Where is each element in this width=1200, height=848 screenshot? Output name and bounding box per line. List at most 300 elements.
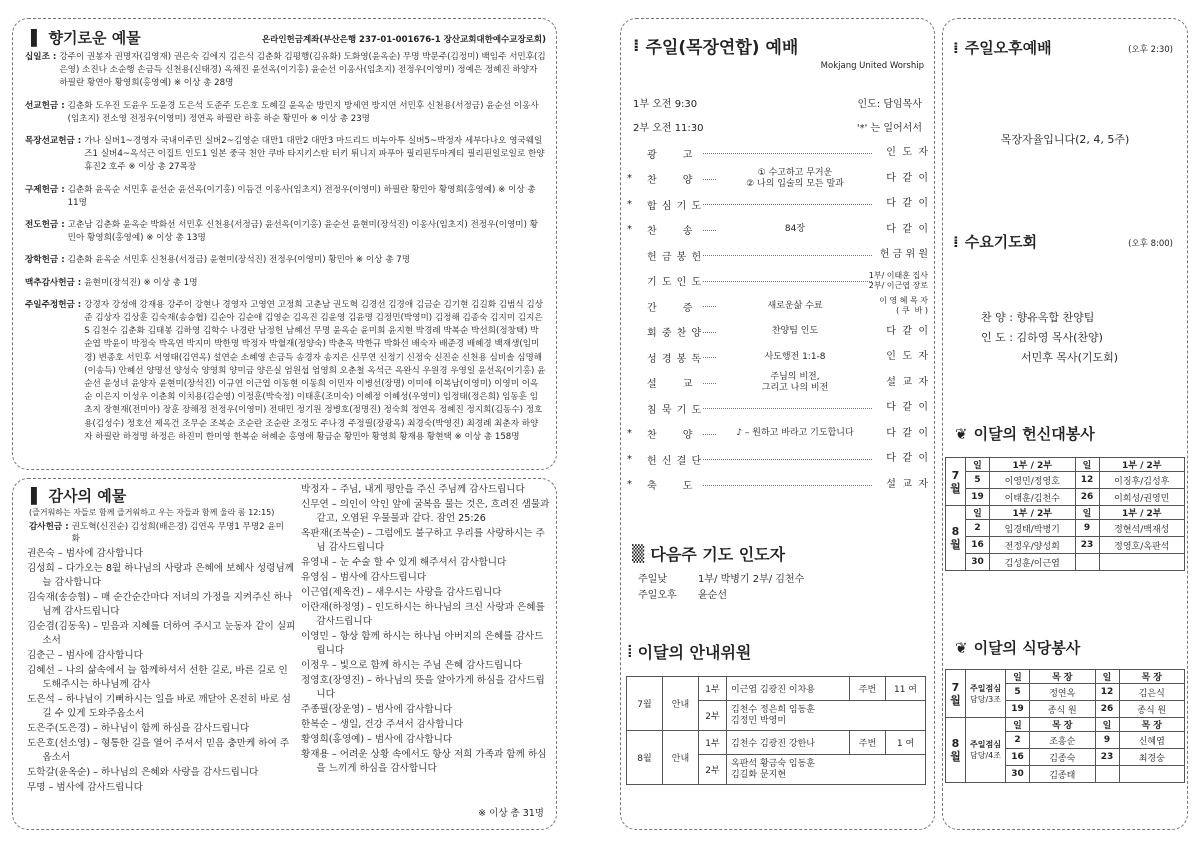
ushers-title: 이달의 안내위원	[637, 643, 752, 662]
column-header: 일	[966, 506, 990, 520]
fragrant-offering-header	[31, 27, 141, 48]
schedule-row	[946, 489, 1185, 506]
worship-header	[633, 33, 798, 58]
month-text: 월	[950, 750, 961, 763]
name-cell: 종식 원	[1030, 701, 1096, 718]
thanks-item: 권은숙 – 범사에 감사합니다	[27, 548, 143, 559]
usher-duty-value: 11 여	[886, 677, 926, 701]
name-cell: 최경숭	[1119, 749, 1185, 766]
name-cell: 김성훈/이근엽	[990, 554, 1076, 571]
month-cell	[946, 718, 966, 783]
order-detail-line: 84장	[784, 224, 806, 234]
prayer-next-row1-value: 1부/ 박병기 2부/ 김천수	[698, 574, 805, 585]
day-cell: 12	[1075, 472, 1099, 489]
order-label: 간 증	[647, 302, 694, 314]
dotted-leader	[703, 204, 872, 205]
thanks-item: 유영내 – 눈 수술 할 수 있게 해주셔서 감사합니다	[301, 557, 507, 568]
order-star: *	[627, 198, 632, 210]
order-detail-line: 새로운삶 수료	[767, 300, 823, 311]
day-cell: 2	[966, 520, 990, 537]
order-leader-line: 헌 금 위 원	[879, 249, 928, 260]
worship-title: 주일(목장연합) 예배	[645, 38, 799, 58]
thanks-item: 김성희 – 다가오는 8월 하나님의 사랑과 은혜에 보혜사 성령님께 늘 감사합니다	[27, 563, 294, 588]
offering-entry	[25, 219, 546, 245]
wednesday-header	[953, 231, 1037, 252]
fragrant-offering-title: 향기로운 예물	[48, 29, 141, 47]
order-item	[621, 167, 934, 191]
section-marker-icon: ⦙	[628, 641, 632, 661]
order-detail-line: ♪ – 원하고 바라고 기도합니다	[736, 428, 854, 438]
order-leader-line: 1부/ 이태훈 집사	[868, 270, 928, 280]
column-header: 목 장	[1119, 670, 1185, 684]
usher-name-line: 옥판석 황금숙 임동훈	[731, 758, 815, 769]
day-cell: 2	[1006, 732, 1030, 749]
schedule-row	[946, 554, 1185, 571]
prayer-next-title: 다음주 기도 인도자	[650, 545, 786, 564]
order-item	[621, 218, 934, 242]
table-header-row	[946, 506, 1185, 520]
dotted-leader	[703, 281, 872, 282]
thanks-item: 이근엽(제옥건) – 새우시는 사랑을 감사드립니다	[301, 587, 502, 598]
order-star: *	[627, 453, 632, 465]
order-leader	[886, 403, 928, 413]
thanks-item: 무명 – 범사에 감사드립니다	[27, 782, 143, 793]
table-header-row	[946, 718, 1185, 732]
usher-month: 7월	[627, 677, 663, 731]
usher-part: 1부	[699, 677, 727, 701]
name-cell: 김은식	[1119, 684, 1185, 701]
order-detail-line: 그리고 나의 비전	[761, 382, 829, 393]
thanks-item: 도은호(선소영) – 형통한 길을 열어 주셔서 믿음 충만케 하여 주옵소서	[27, 738, 290, 763]
section-marker-icon: ▌	[31, 28, 43, 47]
order-label: 회 중 찬 양	[647, 328, 703, 339]
month-text: 7	[951, 680, 960, 694]
day-cell: 30	[966, 554, 990, 571]
name-cell: 이희성/권영민	[1099, 489, 1185, 506]
thanks-item: 황영희(홍영예) – 범사에 감사합니다	[301, 734, 453, 745]
order-leader-line: ( 쿠 바 )	[896, 306, 928, 315]
order-label: 합 심 기 도	[647, 200, 703, 212]
offering-category: 장학헌금 :	[25, 255, 65, 266]
thanks-item: 김숙재(송승협) – 매 순간순간마다 저녀의 가정을 지켜주신 하나님께 감사드립니다	[27, 592, 293, 617]
day-cell	[1095, 766, 1119, 783]
offering-names: 가나 실버1~경영자 국내이주민 실버2~김영순 대만1 대만2 대만3 마드리드 비누아투 실버5~박정자 세부다나오 영국웨일즈1 실버4~옥석근 이집트 인도1 일본 중국 천안 쿠바 타지키스탄 터키 튀니지 파푸아 필리핀두마게티 필리핀일로일로 한양휴진2 호주 ※ 이상 총 27목장	[84, 136, 545, 173]
order-leader	[880, 250, 928, 260]
meal-team: 담당/4조	[970, 751, 1001, 760]
offering-names: 강경자 강성애 강재용 강주이 강현나 경영자 고영연 고정희 고춘남 권도혁 김경선 김경애 김금순 김기현 김길화 김범식 김상준 김상자 김상훈 김숙재(송승협) 김순아 김순애 김영순 김옥진 김윤영 김윤명 김정민(박영미) 김정해 김종숙 김지미 김지은S 김천수 김춘화 김태봉 김하영 김학수 나경란 남정헌 남혜선 무명 윤옥순 윤미희 윤지현 박경례 박복순 박선희(정창택) 박순엽 박윤이 박정숙 박옥연 박지미 박한명 박정자 박혈재(정양숙) 박춘옥 박한규 박화선 배숙자 배준경 배혜경 백재생(임미경) 변종호 서민후 서영태(김연옥) 설연순 소혜영 손금득 송경자 송지은 신무연 신정기 신정숙 신진순 신천용 심비솔 심명해(이송득) 안혜선 양명선 양성숙 양영희 양미금 양은실 엄원섭 엄영희 오춘철 옥석근 옥완식 우원경 우영일 윤선옥(이기홍) 윤순선 윤성녀 윤양자 윤현미(장석진) 이규연 이근엽 이동현 이동희 이민자 이병선(장명) 이미애 이복남(이영미) 이영미 이옥순 이은지 이성우 이춘희 이치용(김순영) 이정훈(박숙정) 이태훈(조미숙) 이혜정 이혜성(우영미) 임정태(정은희) 임동훈 임초지 장현재(전미아) 장훈 장해정 전정우(이영미) 전태민 정기원 정병호(정명진) 정숙희 정연옥 정혜진 정지희(김동수) 정호용(김성수) 정호선 제옥건 조무순 조복순 조순란 조순란 조정도 주나경 주정필(장광옥) 최경숙(박영진) 최경례 최춘자 하양자 하필란 하정명 하정은 하진미 한미영 한복순 허혜순 홍영애 황금순 황민아 황영희 황재용 황현택 ※ 이상 총 158명	[84, 299, 546, 442]
usher-names: 김천수 김광진 강한나	[727, 731, 850, 755]
order-leader	[886, 378, 928, 388]
usher-role: 안내	[663, 677, 699, 731]
service-1-time: 1부 오전 9:30	[633, 99, 698, 110]
order-leader-line: 다 같 이	[886, 427, 928, 439]
wednesday-line-2: 인 도 : 김하영 목사(찬양)	[981, 331, 1103, 344]
order-item	[621, 473, 934, 497]
order-label: 축 도	[647, 481, 694, 492]
month-cell	[946, 670, 966, 718]
afternoon-title: 주일오후예배	[964, 39, 1052, 57]
thanks-offering-title: 감사의 예물	[48, 487, 127, 505]
thanks-item: 도학갈(윤옥순) – 하나님의 은혜와 사랑을 감사드립니다	[27, 767, 259, 778]
schedule-row	[946, 520, 1185, 537]
column-header: 일	[966, 458, 990, 472]
name-cell: 전정우/양성희	[990, 537, 1076, 554]
thanks-item: 도은주(도은경) – 하나님이 함께 하심을 감사드립니다	[27, 723, 250, 734]
column-header: 1부 / 2부	[990, 506, 1076, 520]
ushers-header	[628, 640, 751, 663]
devotion-title: 이달의 헌신대봉사	[973, 425, 1095, 443]
day-cell: 9	[1095, 732, 1119, 749]
thanks-item: 유영심 – 범사에 감사드립니다	[301, 572, 427, 583]
ushers-section	[622, 636, 932, 826]
offering-category: 맥추감사헌금 :	[25, 277, 82, 288]
order-leader-line: 다 같 이	[886, 172, 928, 184]
name-cell	[1099, 554, 1185, 571]
meal-team: 담당/3조	[970, 694, 1001, 704]
order-item	[621, 141, 934, 165]
thanks-item: 박정자 – 주님, 내게 평안을 주신 주님께 감사드립니다	[301, 484, 525, 495]
thanks-item: 이영민 – 항상 함께 하시는 하나님 아버지의 은혜를 감사드립니다	[301, 631, 544, 656]
usher-role: 안내	[663, 731, 699, 785]
column-header: 1부 / 2부	[1099, 506, 1185, 520]
dotted-leader	[703, 459, 872, 460]
order-label: 찬 송	[647, 226, 694, 237]
order-leader	[886, 429, 928, 439]
meal-label-cell	[966, 670, 1006, 718]
prayer-next-section	[622, 538, 932, 618]
day-cell: 30	[1006, 766, 1030, 783]
column-header: 일	[1075, 458, 1099, 472]
offering-entry	[25, 135, 546, 175]
day-cell: 12	[1095, 684, 1119, 701]
order-star: *	[627, 224, 632, 235]
offering-category: 전도헌금 :	[25, 220, 65, 231]
column-header: 일	[1095, 718, 1119, 732]
order-item	[621, 320, 934, 344]
name-cell: 임경태/박병기	[990, 520, 1076, 537]
offering-names: 김춘화 윤옥순 서민후 윤선순 윤선옥(이기홍) 이듬건 이옹사(임초지) 전정우(이영미) 하필란 황민아 황영희(홍영예) ※ 이상 총 11명	[67, 184, 536, 208]
schedule-row	[946, 537, 1185, 554]
flower-icon: ❦	[955, 638, 968, 657]
usher-duty-label: 주번	[850, 731, 886, 755]
thanks-item: 황재용 – 어려운 상황 속에서도 항상 저희 가족과 함께 하심을 느끼게 하심을 감사합니다	[301, 749, 547, 774]
wednesday-line-3: 서민후 목사(기도회)	[1021, 351, 1119, 364]
order-item	[621, 422, 934, 446]
order-leader	[886, 454, 928, 464]
cafeteria-header	[955, 637, 1080, 658]
month-text: 7	[951, 468, 960, 482]
prayer-next-header	[632, 542, 785, 565]
thanks-item: 한복순 – 생일, 건강 주셔서 감사합니다	[301, 719, 464, 730]
order-leader-line: 다 같 이	[886, 198, 928, 209]
order-leader-line: 인 도 자	[886, 147, 928, 158]
day-cell: 16	[1006, 749, 1030, 766]
order-leader-line: 이 영 혜 목 자	[879, 296, 928, 305]
order-detail	[716, 168, 874, 190]
usher-duty-value: 1 여	[886, 731, 926, 755]
section-marker-icon: ▌	[31, 486, 43, 505]
day-cell: 26	[1075, 489, 1099, 506]
name-cell: 이태훈/김천수	[990, 489, 1076, 506]
afternoon-header	[953, 37, 1052, 58]
thanks-list-left	[27, 547, 297, 796]
name-cell: 정현석/백재성	[1099, 520, 1185, 537]
order-label: 헌 신 결 단	[647, 455, 703, 467]
offering-entry	[25, 51, 546, 91]
table-header-row	[946, 670, 1185, 684]
order-leader-line: 다 같 이	[886, 325, 928, 337]
section-marker-icon: ⁞	[953, 38, 959, 57]
order-leader-line: 인 도 자	[886, 351, 928, 362]
name-cell: 김종숙	[1030, 749, 1096, 766]
name-cell	[1119, 766, 1185, 783]
order-leader-line: 2부/ 이근엽 장로	[868, 280, 928, 290]
column-header: 일	[1095, 670, 1119, 684]
order-leader	[879, 296, 928, 316]
offering-names: 김춘화 도우진 도윤우 도윤경 도은석 도준주 도은호 도혜길 윤옥순 방민지 방세연 방지연 서민후 신천용(서정금) 윤순선 이옹사(임초지) 전소영 전정우(이영미) 정연옥 하필란 하홍 하순 황민아 ※ 이상 총 23명	[67, 100, 539, 124]
order-detail	[716, 326, 874, 337]
day-cell: 23	[1075, 537, 1099, 554]
order-leader	[886, 352, 928, 362]
order-label: 찬 양	[647, 430, 694, 441]
order-item	[621, 269, 934, 293]
thanks-offering-panel	[12, 478, 557, 830]
day-cell: 19	[966, 489, 990, 506]
flower-icon: ❦	[955, 424, 968, 443]
usher-row	[627, 731, 926, 755]
order-label: 설 교	[647, 379, 694, 390]
usher-part: 2부	[699, 755, 727, 785]
thanks-item: 옥판재(조복순) – 그럼에도 불구하고 우리를 사랑하시는 주님 감사드립니다	[301, 528, 545, 553]
thanks-item: 김혜선 – 나의 삶속에서 늘 함께하셔서 선한 길로, 바른 길로 인도해주시는 하나님께 감사	[27, 665, 288, 690]
prayer-next-row2-value: 윤순선	[698, 590, 727, 601]
month-text: 8	[951, 525, 960, 538]
wednesday-time: (오후 8:00)	[1128, 239, 1173, 249]
column-header: 목 장	[1030, 718, 1096, 732]
order-item	[621, 294, 934, 318]
thanks-item: 정영호(장영진) – 하나님의 뜻을 알아가게 하심을 감사드립니다	[301, 675, 545, 700]
order-item	[621, 447, 934, 471]
name-cell: 조흥순	[1030, 732, 1096, 749]
order-leader	[869, 271, 928, 291]
prayer-next-row1-label: 주일낮	[638, 574, 667, 585]
offering-list	[25, 51, 546, 444]
order-leader-line: 다 같 이	[886, 402, 928, 413]
order-detail-line: 사도행전 1:1-8	[764, 351, 826, 362]
meal-label: 주일점심	[970, 683, 1001, 693]
offering-entry	[25, 100, 546, 126]
wednesday-title: 수요기도회	[964, 233, 1038, 251]
order-detail-line: ② 나의 입술의 모든 말과	[746, 178, 844, 189]
dotted-leader	[703, 485, 872, 486]
offering-names: 윤현미(장석진) ※ 이상 총 1명	[84, 277, 198, 288]
column-header: 목 장	[1119, 718, 1185, 732]
usher-name-line: 김천수 정은희 임동훈	[731, 704, 815, 715]
offering-category: 주일주정헌금 :	[25, 299, 82, 310]
order-leader	[886, 174, 928, 184]
fragrant-offering-panel	[12, 18, 557, 470]
devotion-header	[955, 423, 1095, 444]
service-1-leader: 인도: 담임목사	[857, 99, 922, 110]
name-cell: 정연옥	[1030, 684, 1096, 701]
name-cell: 정영호/옥판석	[1099, 537, 1185, 554]
dotted-leader	[703, 255, 872, 256]
order-leader-line: 설 교 자	[886, 376, 928, 388]
order-leader-line: 다 같 이	[886, 223, 928, 235]
order-leader	[886, 225, 928, 235]
afternoon-time: (오후 2:30)	[1128, 45, 1173, 55]
afternoon-text: 목장자율입니다(2, 4, 5주)	[1000, 133, 1130, 146]
thanks-intro-label: 감사헌금 :	[29, 522, 69, 532]
usher-names	[727, 755, 926, 785]
order-detail	[716, 301, 874, 312]
day-cell: 5	[966, 472, 990, 489]
service-2-note: '*' 는 일어서서	[856, 123, 922, 134]
order-item	[621, 396, 934, 420]
worship-subtitle: Mokjang United Worship	[820, 61, 924, 71]
offering-category: 선교헌금 :	[25, 100, 65, 111]
day-cell: 5	[1006, 684, 1030, 701]
name-cell: 이징후/김성후	[1099, 472, 1185, 489]
order-leader-line: 다 같 이	[886, 453, 928, 464]
order-star: *	[627, 479, 632, 490]
order-detail-line: 찬양팀 인도	[771, 326, 819, 336]
thanks-total: ※ 이상 총 31명	[478, 808, 544, 819]
cafeteria-table	[945, 669, 1185, 783]
thanks-item: 신무연 – 의인이 악인 앞에 굴복음 물는 것은, 흐려진 샘물과 같고, 오염된 우물물과 같다. 잠언 25:26	[301, 499, 550, 524]
bank-account: 온라인헌금계좌(부산은행 237-01-001676-1 장산교회대한예수교장로회)	[261, 35, 546, 45]
offering-entry	[25, 277, 546, 290]
name-cell: 김종태	[1030, 766, 1096, 783]
order-label: 찬 양	[647, 175, 694, 186]
column-header: 일	[1006, 718, 1030, 732]
order-detail	[716, 428, 874, 439]
offering-category: 구제헌금 :	[25, 184, 65, 195]
thanks-item: 김순겸(김동욱) – 믿음과 지혜를 더하여 주시고 눈동자 같이 실피소서	[27, 621, 296, 646]
name-cell: 이영민/정영호	[990, 472, 1076, 489]
thanks-item: 도은석 – 하나님이 기뻐하시는 일을 바로 깨닫아 온전히 바로 섬길 수 있게 도와주옵소서	[27, 694, 291, 719]
thanks-intro-names: 권도혁(신진순) 김성희(배은경) 김연옥 무명1 무명2 윤미화	[71, 522, 284, 544]
order-detail	[716, 372, 874, 394]
offering-category: 십일조 :	[25, 52, 57, 62]
section-marker-icon: ⁞	[953, 232, 959, 251]
day-cell	[1075, 554, 1099, 571]
thanks-item: 주종필(장운영) – 범사에 감사합니다	[301, 704, 453, 715]
day-cell: 16	[966, 537, 990, 554]
day-cell: 9	[1075, 520, 1099, 537]
month-text: 월	[950, 538, 961, 551]
usher-part: 2부	[699, 701, 727, 731]
dotted-leader	[703, 408, 872, 409]
order-item	[621, 345, 934, 369]
right-column-panel	[942, 18, 1188, 830]
thanks-intro	[29, 521, 289, 545]
usher-row	[627, 677, 926, 701]
order-label: 광 고	[647, 149, 694, 161]
table-header-row	[946, 458, 1185, 472]
order-leader-line: 설 교 자	[886, 478, 928, 490]
order-star: *	[627, 173, 632, 184]
order-label: 침 묵 기 도	[647, 404, 703, 416]
section-marker-icon: ▒	[632, 544, 645, 563]
usher-names: 이근엽 김광진 이차용	[727, 677, 850, 701]
order-label: 헌 금 봉 헌	[647, 251, 703, 263]
column-header: 1부 / 2부	[1099, 458, 1185, 472]
thanks-item: 김춘근 – 범사에 감사합니다	[27, 650, 143, 661]
offering-entry	[25, 254, 546, 267]
column-header: 일	[1075, 506, 1099, 520]
day-cell: 19	[1006, 701, 1030, 718]
offering-entry	[25, 299, 546, 444]
offering-category: 목장선교헌금 :	[25, 136, 82, 147]
usher-month: 8월	[627, 731, 663, 785]
order-leader	[886, 327, 928, 337]
usher-name-line: 김길화 문지현	[731, 769, 787, 780]
devotion-table	[945, 457, 1185, 571]
thanks-list-right	[301, 483, 551, 777]
thanks-subtitle: (즐거워하는 자들로 함께 즐거워하고 우는 자들과 함께 울라 롬 12:15)	[29, 508, 275, 517]
order-item	[621, 243, 934, 267]
order-leader	[886, 480, 928, 490]
thanks-offering-header	[31, 485, 126, 506]
order-item	[621, 192, 934, 216]
meal-label-cell	[966, 718, 1006, 783]
wednesday-line-1: 찬 양 : 향유옥합 찬양팀	[981, 311, 1095, 324]
usher-name-line: 김정민 박영미	[731, 715, 787, 726]
service-2-time: 2부 오전 11:30	[633, 123, 704, 134]
thanks-item: 이란재(하정영) – 인도하시는 하나님의 크신 사랑과 은혜를 감사드립니다	[301, 602, 545, 627]
day-cell: 26	[1095, 701, 1119, 718]
order-leader	[886, 199, 928, 209]
section-marker-icon: ⁞	[633, 35, 640, 56]
order-label: 기 도 인 도	[647, 277, 703, 288]
offering-names: 고춘남 김춘화 윤옥순 박화선 서민후 신천용(서정금) 윤선옥(이기홍) 윤순선 윤현미(장석진) 이옹사(임초지) 전정우(이영미) 황민아 황영희(홍영예) ※ 이상 총 13명	[67, 220, 538, 244]
column-header: 목 장	[1030, 670, 1096, 684]
month-cell	[946, 458, 966, 506]
order-label: 성 경 봉 독	[647, 353, 703, 365]
month-text: 월	[950, 481, 961, 495]
order-detail-line: ① 수고하고 무거운	[757, 167, 833, 178]
order-detail-line: 주님의 비전,	[770, 371, 820, 382]
offering-names: 강주이 권봉자 권명자(김영재) 권은숙 김에지 김은식 김춘화 김평행(김유화) 도화영(윤옥순) 무명 박문주(김정미) 백임주 서민후(김은영) 소진나 소순행 손금득 신천용(신태경) 옥채진 윤선옥(이기홍) 윤순선 이옹사(임초지) 전정우(이영미) 정예은 정혜진 하양자 하필란 황연아 황영희(홍영예) ※ 이상 총 28명	[59, 52, 546, 89]
column-header: 1부 / 2부	[990, 458, 1076, 472]
usher-duty-label: 주번	[850, 677, 886, 701]
thanks-item: 이정우 – 빛으로 함께 하시는 주님 은혜 감사드립니다	[301, 660, 522, 671]
usher-names	[727, 701, 926, 731]
column-header: 일	[1006, 670, 1030, 684]
order-detail	[716, 352, 874, 363]
order-detail	[716, 224, 874, 235]
order-leader	[886, 148, 928, 158]
dotted-leader	[703, 153, 872, 154]
prayer-next-row2-label: 주일오후	[638, 590, 677, 601]
offering-entry	[25, 184, 546, 210]
cafeteria-title: 이달의 식당봉사	[973, 639, 1081, 657]
day-cell: 23	[1095, 749, 1119, 766]
order-item	[621, 371, 934, 395]
usher-part: 1부	[699, 731, 727, 755]
month-text: 8	[951, 737, 960, 750]
order-star: *	[627, 428, 632, 439]
name-cell: 신혜엽	[1119, 732, 1185, 749]
offering-names: 김춘화 윤옥순 서민후 신천용(서정금) 윤현미(장석진) 전정우(이영미) 황민아 ※ 이상 총 7명	[67, 255, 410, 266]
meal-label: 주일점심	[970, 740, 1001, 749]
ushers-table	[626, 676, 926, 785]
schedule-row	[946, 472, 1185, 489]
month-text: 월	[950, 693, 961, 707]
name-cell: 종식 원	[1119, 701, 1185, 718]
month-cell	[946, 506, 966, 571]
